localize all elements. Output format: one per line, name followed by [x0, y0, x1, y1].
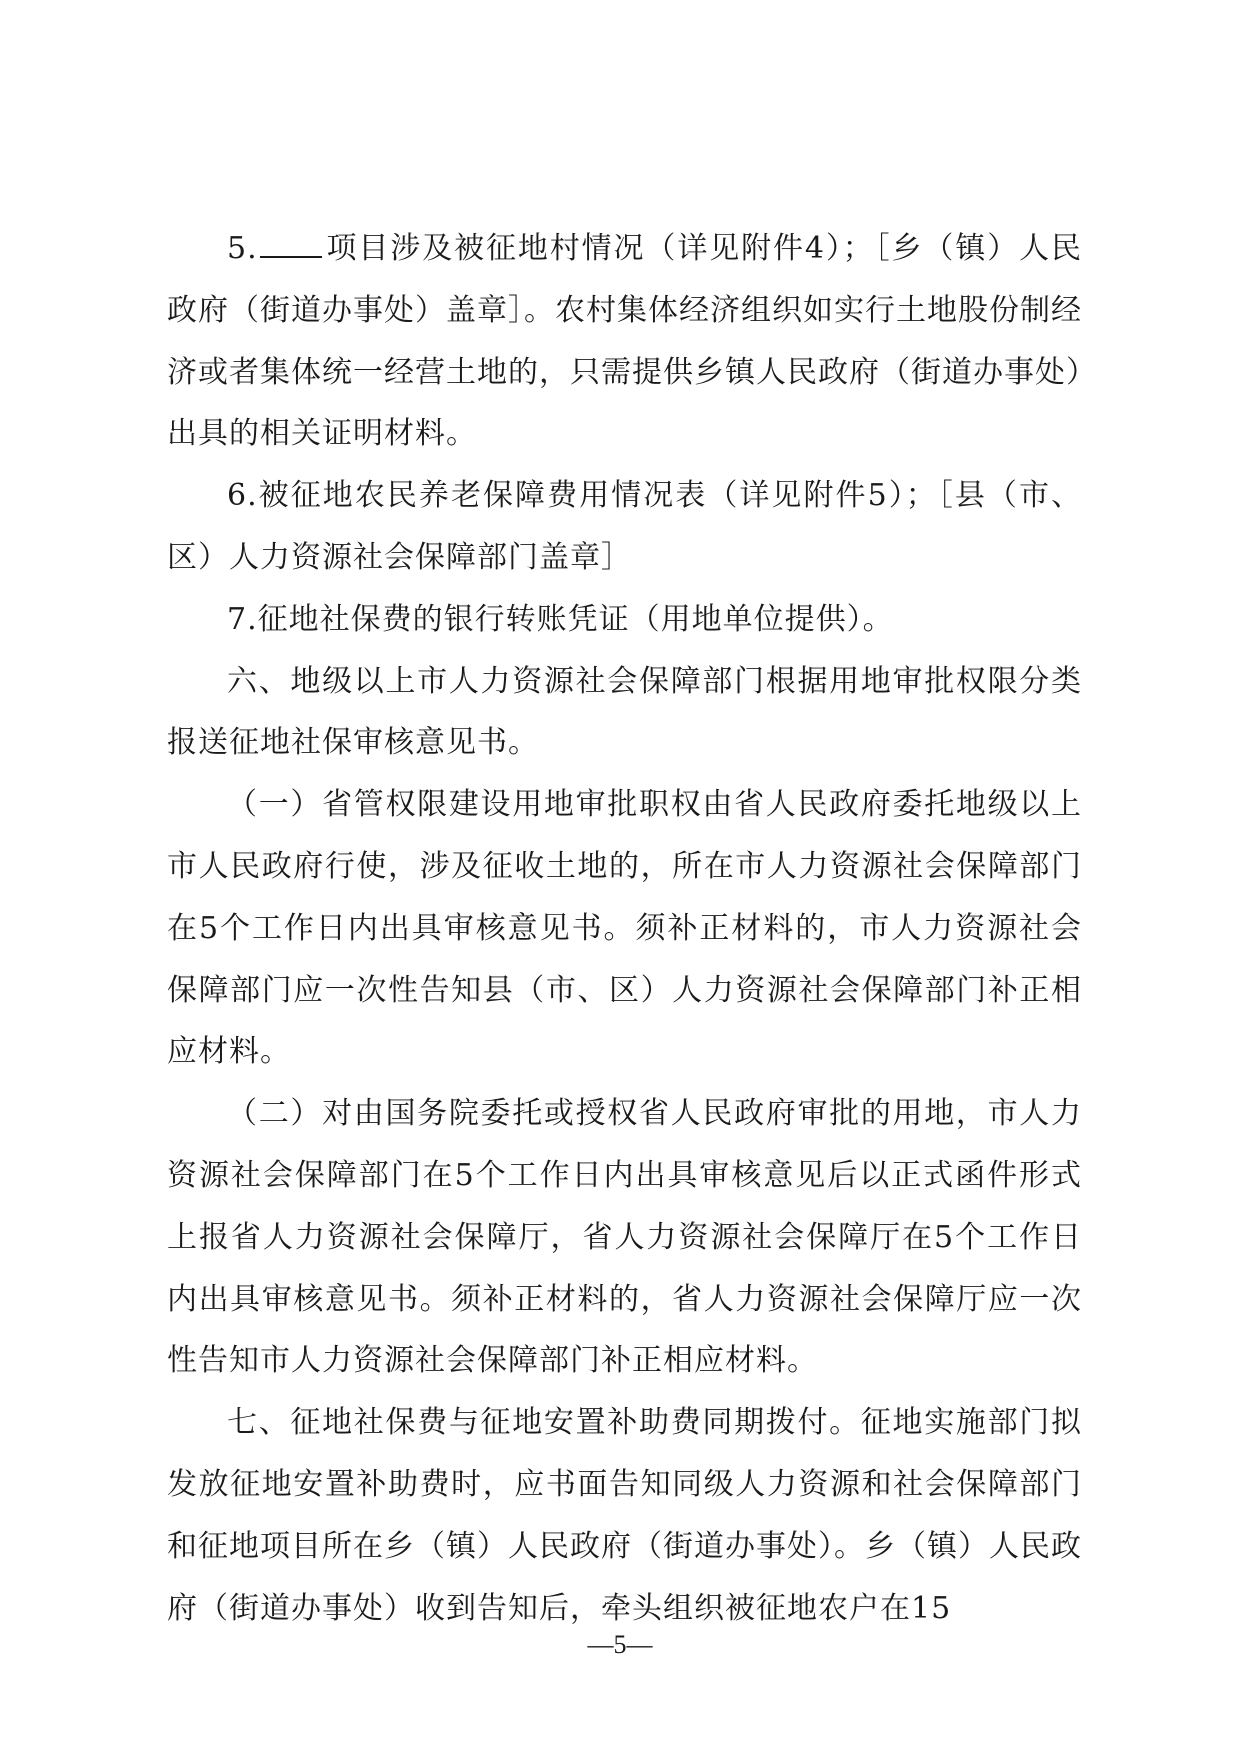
subsection-2 [167, 1083, 1082, 1392]
paragraph-text: 项目涉及被征地村情况（详见附件4）；［乡（镇）人民政府（街道办事处）盖章］。农村集体经济组织如实行土地股份制经济或者集体统一经营土地的，只需提供乡镇人民政府（街道办事处）出具的相关证明材料。 [167, 231, 1082, 452]
paragraph-item-7 [167, 589, 1082, 651]
paragraph-item-6 [167, 465, 1082, 589]
paragraph-text: 7.征地社保费的银行转账凭证（用地单位提供）。 [227, 601, 894, 637]
section-heading-6 [167, 651, 1082, 775]
fill-in-blank [260, 232, 322, 258]
paragraph-text: （二）对由国务院委托或授权省人民政府审批的用地，市人力资源社会保障部门在5个工作日内出具审核意见后以正式函件形式上报省人力资源社会保障厅，省人力资源社会保障厅在5个工作日内出具审核意见书。须补正材料的，省人力资源社会保障厅应一次性告知市人力资源社会保障部门补正相应材料。 [167, 1096, 1082, 1379]
section-heading-7 [167, 1392, 1082, 1639]
item-number: 5. [227, 231, 258, 266]
subsection-1 [167, 774, 1082, 1083]
document-body [167, 218, 1082, 1639]
paragraph-text: 六、地级以上市人力资源社会保障部门根据用地审批权限分类报送征地社保审核意见书。 [167, 663, 1082, 761]
page-number: —5— [587, 1630, 653, 1659]
paragraph-item-5 [167, 218, 1082, 465]
paragraph-text: 七、征地社保费与征地安置补助费同期拨付。征地实施部门拟发放征地安置补助费时，应书面告知同级人力资源和社会保障部门和征地项目所在乡（镇）人民政府（街道办事处）。乡（镇）人民政府（街道办事处）收到告知后，牵头组织被征地农户在15 [167, 1405, 1082, 1626]
paragraph-text: 6.被征地农民养老保障费用情况表（详见附件5）；［县（市、区）人力资源社会保障部门盖章］ [167, 478, 1082, 575]
paragraph-text: （一）省管权限建设用地审批职权由省人民政府委托地级以上市人民政府行使，涉及征收土地的，所在市人力资源社会保障部门在5个工作日内出具审核意见书。须补正材料的，市人力资源社会保障部门应一次性告知县（市、区）人力资源社会保障部门补正相应材料。 [167, 787, 1082, 1070]
